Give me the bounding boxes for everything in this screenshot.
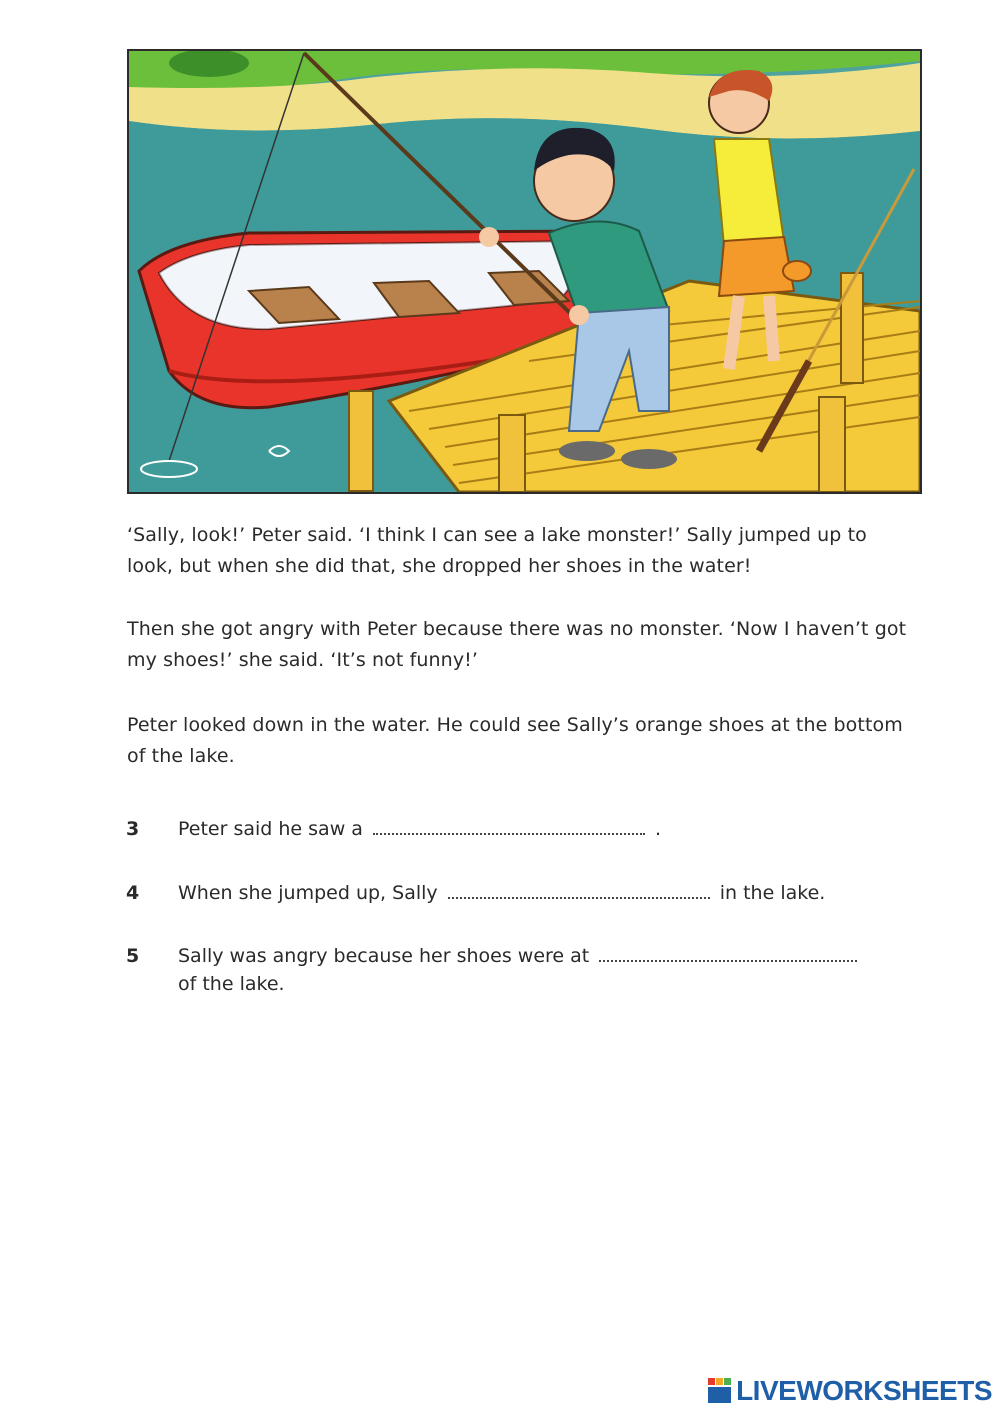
- question-4-number: 4: [126, 882, 140, 904]
- question-4: [178, 879, 825, 907]
- question-4-text: When she jumped up, Sally: [178, 882, 438, 904]
- question-3-suffix: .: [655, 818, 662, 840]
- question-5-text: Sally was angry because her shoes were at: [178, 945, 590, 967]
- liveworksheets-brand-text: LIVEWORKSHEETS: [736, 1375, 992, 1406]
- story-illustration: [127, 49, 922, 494]
- liveworksheets-logo: [708, 1377, 992, 1405]
- story-paragraph-2: Then she got angry with Peter because there was no monster. ‘Now I haven’t got my shoes!’ she said. ‘It’s not funny!’: [127, 618, 907, 671]
- question-3: [178, 815, 661, 843]
- question-4-answer-blank[interactable]: [448, 879, 710, 899]
- question-3-number: 3: [126, 818, 140, 840]
- fishing-scene-illustration: [129, 51, 920, 492]
- question-3-answer-blank[interactable]: [373, 815, 645, 835]
- story-paragraph-1: ‘Sally, look!’ Peter said. ‘I think I can see a lake monster!’ Sally jumped up to look, but when she did that, she dropped her shoes in the water!: [127, 524, 867, 577]
- question-4-suffix: in the lake.: [719, 882, 826, 904]
- question-5-answer-blank[interactable]: [599, 942, 857, 962]
- question-5: [178, 942, 861, 970]
- story-paragraph-3: Peter looked down in the water. He could see Sally’s orange shoes at the bottom of the lake.: [127, 714, 903, 767]
- liveworksheets-logo-icon: [708, 1378, 732, 1404]
- question-5-line-2: of the lake.: [178, 973, 285, 995]
- question-5-number: 5: [126, 945, 140, 967]
- question-3-text: Peter said he saw a: [178, 818, 363, 840]
